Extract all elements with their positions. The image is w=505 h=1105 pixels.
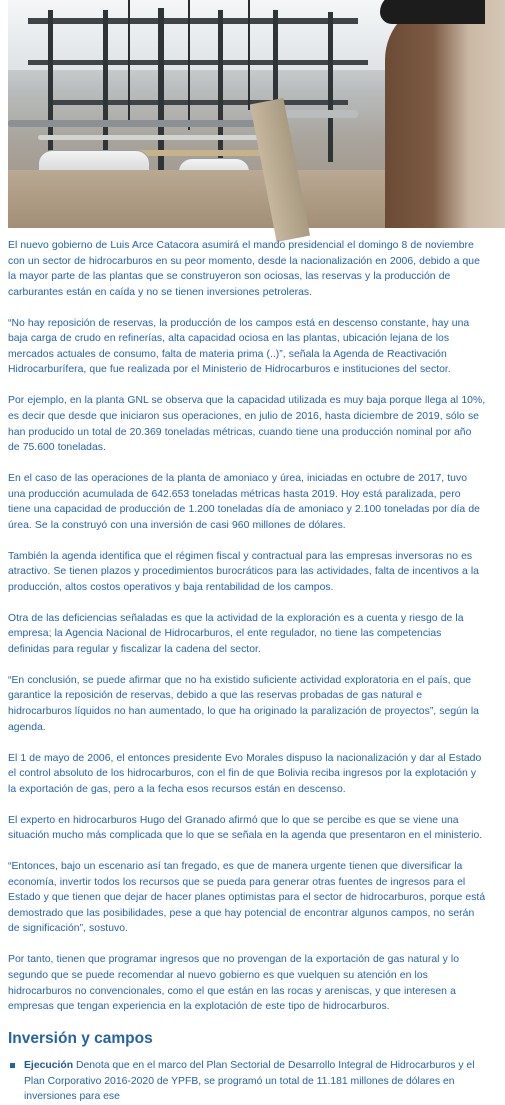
paragraph-11: Por tanto, tienen que programar ingresos que no provengan de la exportación de gas natural y lo segundo que se puede recomendar al nuevo gobierno es que vuelquen su atención en los hidrocarburos no convencionales, como el que están en las rocas y areniscas, y que interesen a empresas que tengan experiencia en la explotación de este tipo de hidrocarburos. [8, 954, 460, 1013]
paragraph-10: “Entonces, bajo un escenario así tan fregado, es que de manera urgente tienen que diversificar la economía, invertir todos los recursos que se pueda para generar otras fuentes de ingresos para el Estado y que tienen que dejar de hacer planes optimistas para el sector de hidrocarburos, porque está demostrado que las posibilidades, pese a que hay potencial de encontrar algunos campos, no serán de significación”, sostuvo. [8, 861, 486, 935]
article-body [8, 238, 486, 1105]
paragraph-9: El experto en hidrocarburos Hugo del Granado afirmó que lo que se percibe es que se viene una situación mucho más complicada que lo que se señala en la agenda que presentaron en el ministerio. [8, 814, 483, 842]
paragraph-4: En el caso de las operaciones de la planta de amoniaco y úrea, iniciadas en octubre de 2017, tuvo una producción acumulada de 642.653 toneladas métricas hasta 2019. Hoy está paralizada, pero tiene una capacidad de producción de 1.200 toneladas día de amoniaco y 2.100 toneladas por día de úrea. Se la construyó con una inversión de casi 960 millones de dólares. [8, 473, 480, 531]
paragraph-7: “En conclusión, se puede afirmar que no ha existido suficiente actividad exploratoria en el país, que garantice la reposición de reservas, debido a que las reservas probadas de gas natural e hidrocarburos líquidos no han aumentado, lo que ha originado la paralización de proyectos”, según la agenda. [8, 674, 479, 733]
paragraph-3: Por ejemplo, en la planta GNL se observa que la capacidad utilizada es muy baja porque llega al 10%, es decir que desde que iniciaron sus operaciones, en julio de 2016, hasta diciembre de 2019, sólo se han producido un total de 20.369 toneladas métricas, cuando tiene una producción nominal por año de 75.600 toneladas. [8, 395, 486, 454]
section-heading: Inversión y campos [8, 1030, 153, 1048]
hero-photo [8, 0, 485, 228]
bullet-term: Ejecución [24, 1060, 74, 1072]
paragraph-2: “No hay reposición de reservas, la producción de los campos está en descenso constante, hay una baja carga de crudo en refinerías, alta capacidad ociosa en las plantas, ubicación lejana de los mercados actuales de consumo, falta de materia prima (..)”, señala la Agenda de Reactivación Hidrocarburífera, que fue realizada por el Ministerio de Hidrocarburos e instituciones del sector. [8, 317, 470, 376]
bullet-list [8, 1058, 486, 1105]
paragraph-1: El nuevo gobierno de Luis Arce Catacora asumirá el mando presidencial el domingo 8 de noviembre con un sector de hidrocarburos en su peor momento, desde la nacionalización en 2006, debido a que la mayor parte de las plantas que se construyeron son ociosas, las reservas y la producción de carburantes están en caída y no se tienen inversiones petroleras. [8, 240, 480, 298]
list-item [24, 1058, 486, 1105]
bullet-icon [10, 1063, 15, 1068]
paragraph-6: Otra de las deficiencias señaladas es que la actividad de la exploración es a cuenta y riesgo de la empresa; la Agencia Nacional de Hidrocarburos, el ente regulador, no tiene las competencias definidas para regular y fiscalizar la cadena del sector. [8, 612, 464, 655]
paragraph-5: También la agenda identifica que el régimen fiscal y contractual para las empresas inversoras no es atractivo. Se tienen plazos y procedimientos burocráticos para las actividades, falta de incentivos a la producción, altos costos operativos y baja rentabilidad de los campos. [8, 550, 479, 593]
paragraph-8: El 1 de mayo de 2006, el entonces presidente Evo Morales dispuso la nacionalización y dar al Estado el control absoluto de los hidrocarburos, con el fin de que Bolivia reciba ingresos por la explotación y la exportación de gas, pero a la fecha esos recursos están en descenso. [8, 752, 482, 795]
bullet-text: Denota que en el marco del Plan Sectorial de Desarrollo Integral de Hidrocarburos y el Plan Corporativo 2016-2020 de YPFB, se programó un total de 11.181 millones de dólares en inversiones para ese [24, 1060, 475, 1103]
